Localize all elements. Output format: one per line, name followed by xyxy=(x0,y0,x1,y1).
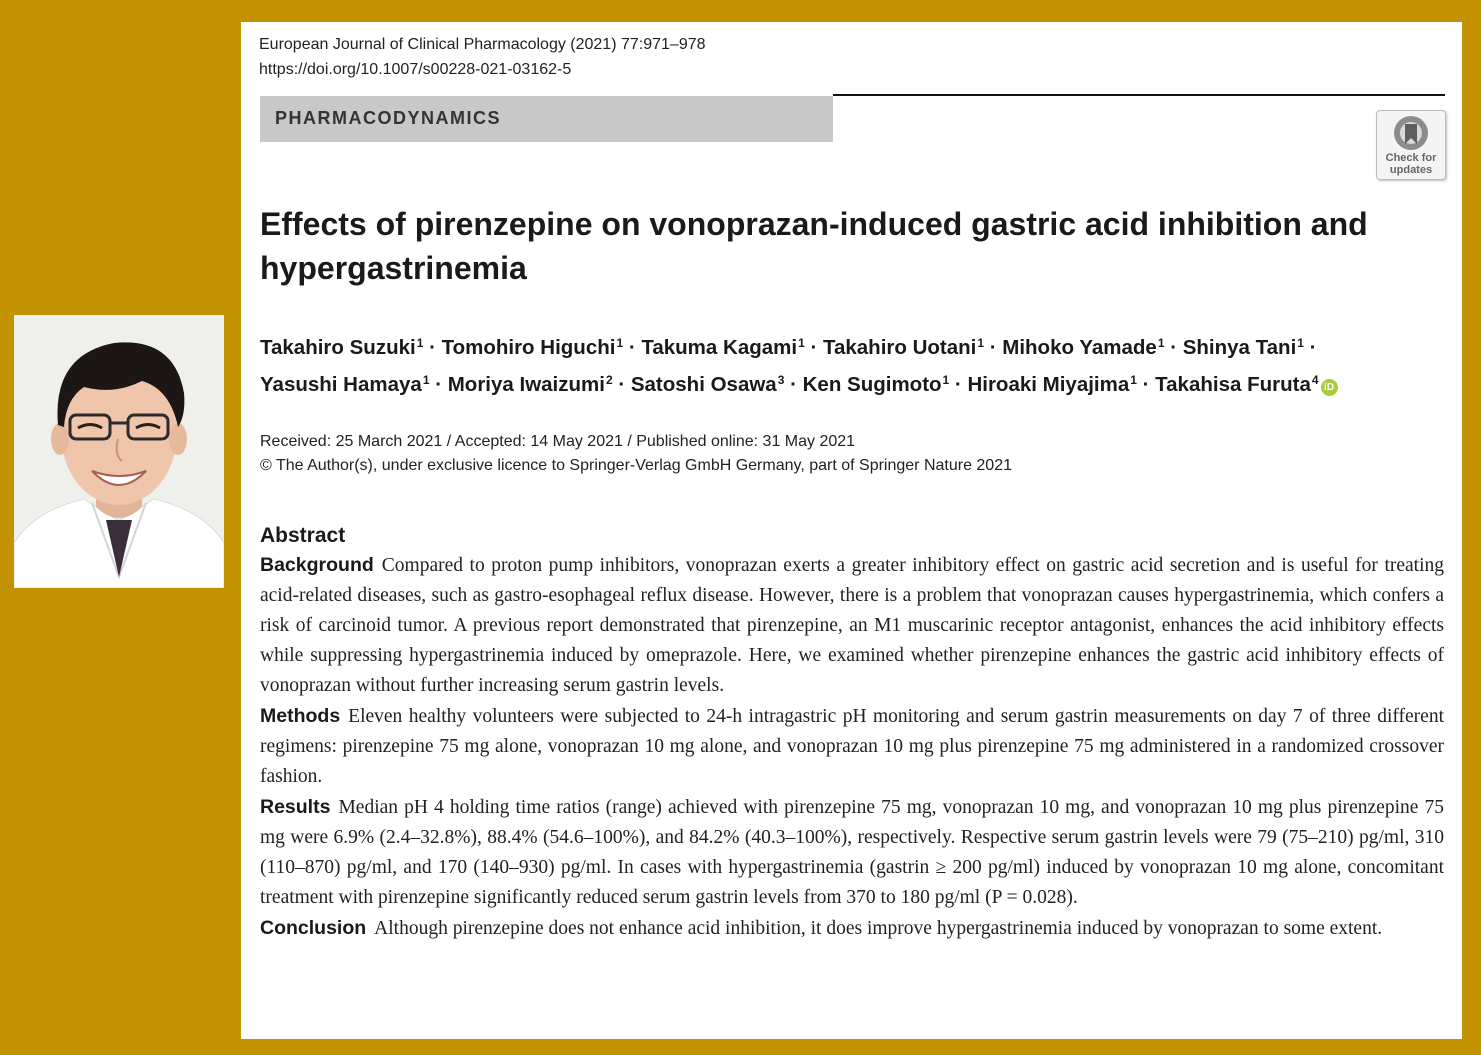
author-affiliation: 1 xyxy=(416,336,424,350)
author-affiliation: 1 xyxy=(977,336,985,350)
author-name[interactable]: Takuma Kagami xyxy=(641,336,798,359)
abstract-heading: Abstract xyxy=(260,524,346,547)
orcid-icon[interactable]: iD xyxy=(1321,379,1338,396)
check-updates-line1: Check for xyxy=(1385,152,1437,164)
check-updates-line2: updates xyxy=(1389,164,1433,176)
abstract-section-text: Although pirenzepine does not enhance acid inhibition, it does improve hypergastrinemia induced by vonoprazan to some extent. xyxy=(374,918,1383,939)
author-list: Takahiro Suzuki$^1$ · Tomohiro Higuchi$^1$ · Takuma Kagami$^1$ · Takahiro Uotani$^1$ · Mihoko Yamade$^1$ · Shinya Tani$^1$ · Yasushi Hamaya$^1$ · Moriya Iwaizumi$^2$ · Satoshi Osawa$^3$ · Ken Sugimoto$^1$ · Hiroaki Miyajima$^1$ · Takahisa Furuta$^4$iD xyxy=(260,327,1450,401)
author-name[interactable]: Hiroaki Miyajima xyxy=(967,373,1130,396)
author-affiliation: 1 xyxy=(422,373,430,387)
abstract-section-text: Eleven healthy volunteers were subjected to 24-h intragastric pH monitoring and serum gastrin measurements on day 7 of three different regimens: pirenzepine 75 mg alone, vonoprazan 10 mg alone, and vonoprazan 10 mg plus pirenzepine 75 mg administered in a randomized crossover fashion. xyxy=(260,706,1444,787)
author-name[interactable]: Moriya Iwaizumi xyxy=(447,373,605,396)
author-affiliation: 3 xyxy=(777,373,785,387)
author-affiliation: 1 xyxy=(1297,336,1304,350)
abstract-background xyxy=(260,550,1444,701)
author-name[interactable]: Takahiro Uotani xyxy=(822,336,977,359)
abstract-section-label: Results xyxy=(260,796,331,818)
author-affiliation: 2 xyxy=(605,373,613,387)
abstract-section-text: Compared to proton pump inhibitors, vonoprazan exerts a greater inhibitory effect on gastric acid secretion and is useful for treating acid-related diseases, such as gastro-esophageal reflux disease. However, there is a problem that vonoprazan causes hypergastrinemia, which confers a risk of carcinoid tumor. A previous report demonstrated that pirenzepine, an M1 muscarinic receptor antagonist, enhances the acid inhibitory effects while suppressing hypergastrinemia induced by omeprazole. Here, we examined whether pirenzepine enhances the gastric acid inhibitory effects of vonoprazan without further increasing serum gastrin levels. xyxy=(260,555,1444,696)
section-label: PHARMACODYNAMICS xyxy=(275,108,501,128)
author-name[interactable]: Ken Sugimoto xyxy=(802,373,942,396)
author-name[interactable]: Satoshi Osawa xyxy=(630,373,777,396)
author-affiliation: 1 xyxy=(798,336,805,350)
paper-page xyxy=(241,22,1462,1039)
author-affiliation: 1 xyxy=(1157,336,1165,350)
abstract-conclusion xyxy=(260,913,1444,944)
abstract xyxy=(260,521,1444,944)
doi-link[interactable]: https://doi.org/10.1007/s00228-021-03162-5 xyxy=(259,61,572,78)
copyright-notice: © The Author(s), under exclusive licence to Springer-Verlag GmbH Germany, part of Springer Nature 2021 xyxy=(260,457,1012,474)
abstract-section-text: Median pH 4 holding time ratios (range) achieved with pirenzepine 75 mg, vonoprazan 10 mg, and vonoprazan 10 mg plus pirenzepine 75 mg were 6.9% (2.4–32.8%), 88.4% (54.6–100%), and 84.2% (40.3–100%), respectively. Respective serum gastrin levels were 79 (75–210) pg/ml, 310 (110–870) pg/ml, and 170 (140–930) pg/ml. In cases with hypergastrinemia (gastrin ≥ 200 pg/ml) induced by vonoprazan 10 mg alone, concomitant treatment with pirenzepine significantly reduced serum gastrin levels from 370 to 180 pg/ml (P = 0.028). xyxy=(260,797,1444,908)
author-affiliation: 1 xyxy=(942,373,950,387)
check-for-updates-badge[interactable] xyxy=(1376,110,1446,180)
journal-citation: European Journal of Clinical Pharmacology (2021) 77:971–978 xyxy=(259,36,706,53)
abstract-section-label: Methods xyxy=(260,705,341,727)
author-name[interactable]: Takahiro Suzuki xyxy=(260,336,416,359)
abstract-results xyxy=(260,792,1444,913)
author-name[interactable]: Tomohiro Higuchi xyxy=(441,336,616,359)
author-photo xyxy=(14,315,224,588)
author-name[interactable]: Shinya Tani xyxy=(1182,336,1297,359)
author-name[interactable]: Mihoko Yamade xyxy=(1002,336,1157,359)
crossmark-icon xyxy=(1392,114,1430,152)
section-banner xyxy=(260,96,833,142)
abstract-section-label: Conclusion xyxy=(260,917,367,939)
abstract-section-label: Background xyxy=(260,554,374,576)
author-affiliation: 1 xyxy=(616,336,624,350)
author-name[interactable]: Yasushi Hamaya xyxy=(260,373,422,396)
header-rule xyxy=(833,94,1445,96)
author-affiliation: 1 xyxy=(1130,373,1137,387)
journal-header xyxy=(259,32,706,82)
author-affiliation: 4 xyxy=(1311,373,1319,387)
publication-history: Received: 25 March 2021 / Accepted: 14 May 2021 / Published online: 31 May 2021 xyxy=(260,433,856,450)
article-title: Effects of pirenzepine on vonoprazan-induced gastric acid inhibition and hypergastrinemia xyxy=(260,206,1368,286)
publication-dates xyxy=(260,430,1012,478)
author-name[interactable]: Takahisa Furuta xyxy=(1155,373,1311,396)
abstract-methods xyxy=(260,701,1444,792)
